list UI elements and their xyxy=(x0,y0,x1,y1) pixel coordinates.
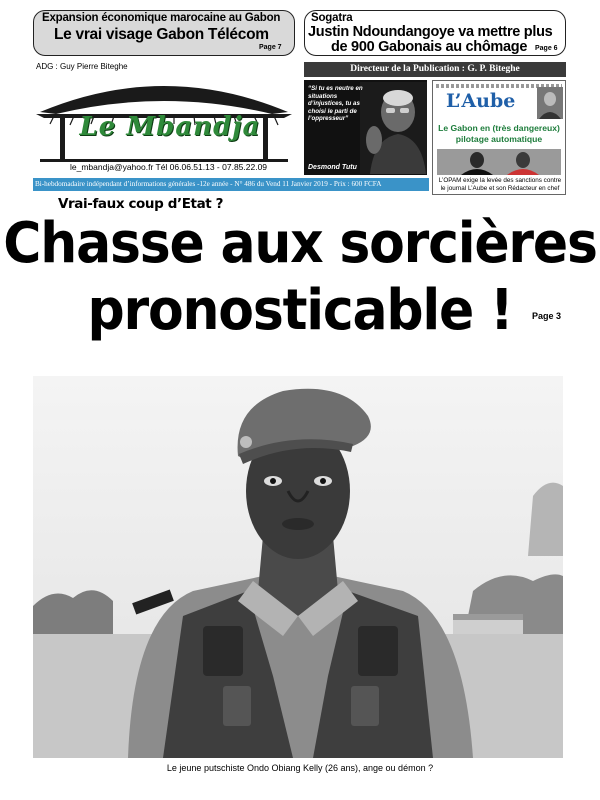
teaser-kicker: Expansion économique marocaine au Gabon xyxy=(42,12,281,24)
teaser-box-sogatra[interactable] xyxy=(304,10,566,56)
portrait-image xyxy=(360,82,427,174)
aube-cover-thumbnail[interactable] xyxy=(432,80,566,195)
headline-page-ref: Page 3 xyxy=(532,311,562,321)
aube-photo-image xyxy=(537,87,563,119)
aube-title: L’Aube xyxy=(446,90,516,112)
main-headline-line1: Chasse aux sorcières xyxy=(3,211,597,276)
main-headline-line2: pronosticable ! xyxy=(87,278,513,343)
main-headline[interactable] xyxy=(0,210,600,344)
adg-credit: ADG : Guy Pierre Biteghe xyxy=(36,62,128,71)
aube-caption: L’OPAM exige la levée des sanctions contre le journal L’Aube et son Rédacteur en chef xyxy=(438,177,562,192)
aube-headline: Le Gabon en (très dangereux) pilotage automatique xyxy=(438,123,560,144)
teaser-kicker: Sogatra xyxy=(311,12,353,24)
teaser-page-ref: Page 7 xyxy=(259,44,282,51)
quote-author: Desmond Tutu xyxy=(308,164,357,171)
main-photo xyxy=(33,376,563,758)
headline-kicker: Vrai-faux coup d’Etat ? xyxy=(58,196,224,212)
soldier-photo-image xyxy=(33,376,563,758)
teaser-headline-line1: Justin Ndoundangoye va mettre plus xyxy=(308,24,553,40)
photo-caption: Le jeune putschiste Ondo Obiang Kelly (26 ans), ange ou démon ? xyxy=(166,763,434,773)
quote-text: “Si tu es neutre en situations d’injustices, tu as choisi le parti de l’oppresseur” xyxy=(308,85,363,123)
director-bar: Directeur de la Publication : G. P. Biteghe xyxy=(304,62,566,77)
aube-photos-image xyxy=(437,149,561,175)
teaser-headline: Le vrai visage Gabon Télécom xyxy=(54,26,269,43)
edition-info-band: Bi-hebdomadaire indépendant d’informations générales -12e année - N° 486 du Vend 11 Janvier 2019 - Prix : 600 FCFA xyxy=(33,178,429,191)
contact-info: le_mbandja@yahoo.fr Tél 06.06.51.13 - 07.85.22.09 xyxy=(70,162,268,172)
teaser-page-ref: Page 6 xyxy=(535,45,558,52)
quote-box xyxy=(304,80,427,175)
newspaper-title: Le Mbandja xyxy=(79,112,261,142)
teaser-box-gabon-telecom[interactable] xyxy=(33,10,295,56)
teaser-headline-line2: de 900 Gabonais au chômage xyxy=(331,39,528,55)
